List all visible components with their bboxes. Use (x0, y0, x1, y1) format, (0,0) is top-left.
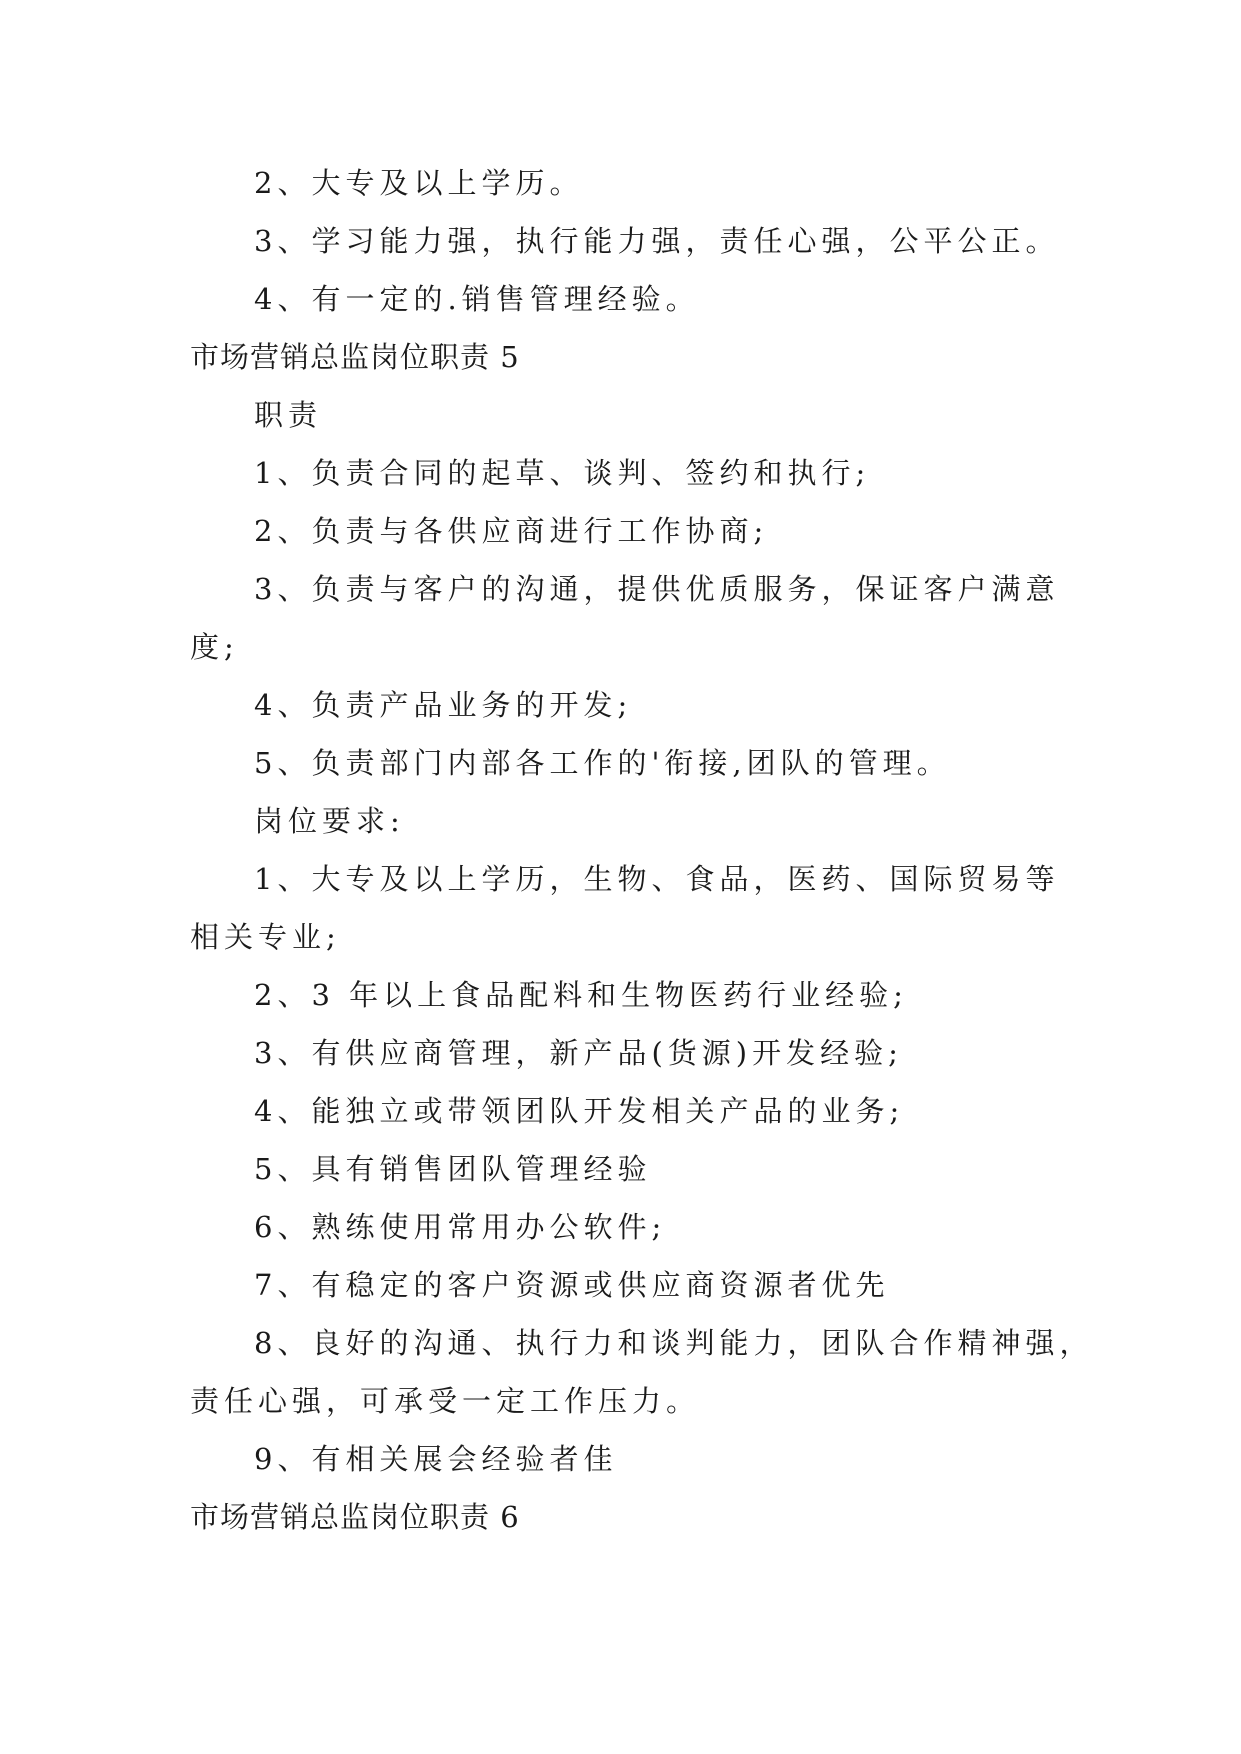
section-heading: 市场营销总监岗位职责 5 (190, 340, 520, 374)
requirement-item: 8、良好的沟通、执行力和谈判能力，团队合作精神强， (254, 1326, 1094, 1360)
requirement-item: 3、有供应商管理，新产品(货源)开发经验; (254, 1036, 903, 1070)
requirement-item: 4、能独立或带领团队开发相关产品的业务; (254, 1094, 905, 1128)
requirement-item-continuation: 责任心强，可承受一定工作压力。 (190, 1384, 701, 1418)
requirement-item: 2、大专及以上学历。 (254, 166, 584, 200)
subheading-requirements: 岗位要求: (254, 804, 405, 838)
section-heading: 市场营销总监岗位职责 6 (190, 1500, 520, 1534)
requirement-item: 3、学习能力强，执行能力强，责任心强，公平公正。 (254, 224, 1060, 258)
requirement-item: 2、3 年以上食品配料和生物医药行业经验; (254, 978, 908, 1012)
duty-item: 5、负责部门内部各工作的'衔接,团队的管理。 (254, 746, 951, 780)
requirement-item: 5、具有销售团队管理经验 (254, 1152, 652, 1186)
requirement-item: 1、大专及以上学历，生物、食品，医药、国际贸易等 (254, 862, 1060, 896)
duty-item: 4、负责产品业务的开发; (254, 688, 633, 722)
requirement-item: 4、有一定的.销售管理经验。 (254, 282, 700, 316)
duty-item: 3、负责与客户的沟通，提供优质服务，保证客户满意 (254, 572, 1060, 606)
requirement-item-continuation: 相关专业; (190, 920, 341, 954)
requirement-item: 7、有稳定的客户资源或供应商资源者优先 (254, 1268, 890, 1302)
duty-item-continuation: 度; (190, 630, 239, 664)
requirement-item: 6、熟练使用常用办公软件; (254, 1210, 667, 1244)
duty-item: 1、负责合同的起草、谈判、签约和执行; (254, 456, 871, 490)
subheading-duties: 职责 (254, 398, 323, 432)
requirement-item: 9、有相关展会经验者佳 (254, 1442, 618, 1476)
duty-item: 2、负责与各供应商进行工作协商; (254, 514, 769, 548)
